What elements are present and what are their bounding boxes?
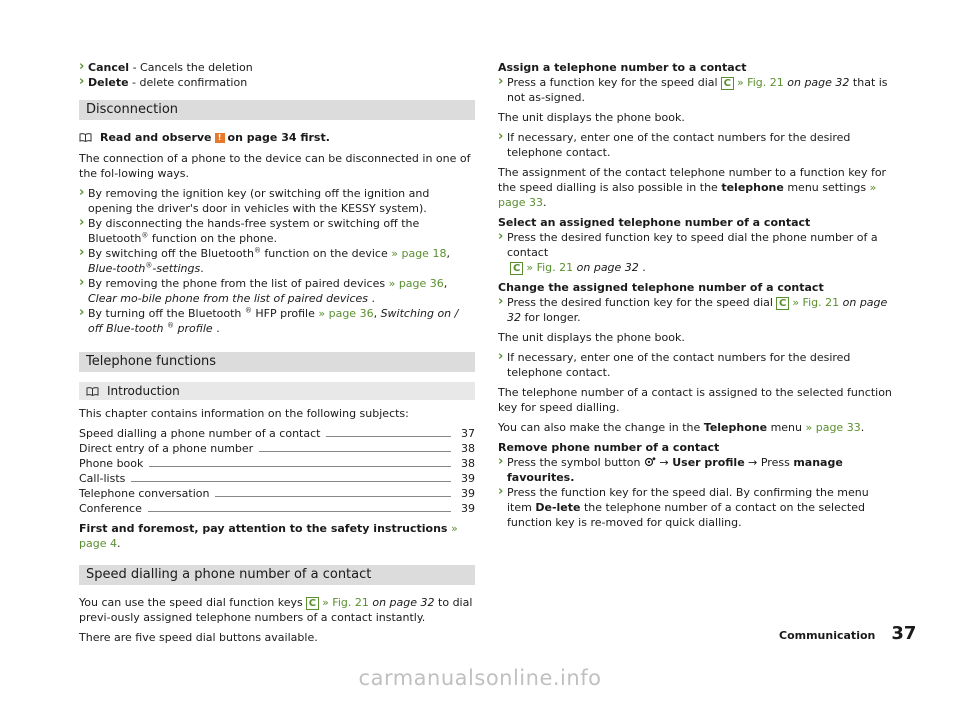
function-key-c: C <box>721 77 734 90</box>
leader-line <box>149 466 451 467</box>
list-item: › Press the function key for the speed dial. By confirming the menu item De-lete the telephone number of a contact on the selected function key is re-moved for quick dialling. <box>498 485 895 530</box>
right-column <box>498 60 895 530</box>
registered-mark: ® <box>167 321 175 330</box>
paragraph: This chapter contains information on the following subjects: <box>79 407 409 420</box>
paragraph: There are five speed dial buttons available. <box>79 631 318 644</box>
toc-entry[interactable]: Phone book 38 <box>79 457 475 470</box>
function-key-c: C <box>776 297 789 310</box>
paragraph: The assignment of the contact telephone number to a function key for the speed dialling is also possible in the telephone menu settings » page 33. <box>498 166 887 209</box>
footer-section-title: Communication <box>779 629 876 642</box>
page-footer <box>779 623 917 644</box>
registered-mark: ® <box>145 261 153 270</box>
list-item: › Cancel - Cancels the deletion <box>79 60 475 75</box>
function-key-c: C <box>306 597 319 610</box>
figure-link[interactable]: » Fig. 21 <box>526 261 574 274</box>
subheading-remove: Remove phone number of a contact <box>498 441 720 454</box>
paragraph: The connection of a phone to the device can be disconnected in one of the fol-lowing ways. <box>79 152 471 180</box>
toc-entry[interactable]: Telephone conversation 39 <box>79 487 475 500</box>
list-item: › Press the symbol button → User profile → Press manage favourites. <box>498 455 895 485</box>
leader-line <box>148 511 451 512</box>
page-link[interactable]: » page 33 <box>805 421 861 434</box>
subheading-change: Change the assigned telephone number of a contact <box>498 281 824 294</box>
registered-mark: ® <box>253 246 261 255</box>
toc-entry[interactable]: Direct entry of a phone number 38 <box>79 442 475 455</box>
figure-link[interactable]: » Fig. 21 <box>792 296 840 309</box>
list-item: › Press a function key for the speed dial C » Fig. 21 on page 32 that is not as-signed. <box>498 75 895 105</box>
paragraph: The unit displays the phone book. <box>498 111 685 124</box>
paragraph: The telephone number of a contact is assigned to the selected function key for speed dialling. <box>498 386 892 414</box>
figure-link[interactable]: » Fig. 21 <box>736 76 784 89</box>
page-link[interactable]: » page 36 <box>388 277 444 290</box>
warning-icon: ! <box>215 133 225 143</box>
paragraph: You can use the speed dial function keys C » Fig. 21 on page 32 to dial previ-ously assigned telephone numbers of a contact instantly. <box>79 596 473 624</box>
list-item: › By switching off the Bluetooth® function on the device » page 18, Blue-tooth®-settings. <box>79 246 475 276</box>
subheading-assign: Assign a telephone number to a contact <box>498 61 747 74</box>
book-icon <box>79 133 92 142</box>
paragraph: You can also make the change in the Telephone menu » page 33. <box>498 421 865 434</box>
read-note: Read and observe ! on page 34 first. <box>79 130 475 145</box>
page-link[interactable]: » page 4 <box>79 522 458 550</box>
subsection-heading-introduction: Introduction <box>79 382 475 400</box>
list-item: › Press the desired function key for the speed dial C » Fig. 21 on page 32 for longer. <box>498 295 895 325</box>
page-link[interactable]: » page 36 <box>318 307 374 320</box>
list-item: › By removing the phone from the list of paired devices » page 36, Clear mo-bile phone from the list of paired devices . <box>79 276 475 306</box>
leader-line <box>326 436 451 437</box>
paragraph: The unit displays the phone book. <box>498 331 685 344</box>
leader-line <box>259 451 451 452</box>
table-of-contents <box>79 426 475 516</box>
registered-mark: ® <box>141 231 149 240</box>
list-item: › Delete - delete confirmation <box>79 75 475 90</box>
page-link[interactable]: » page 18 <box>391 247 447 260</box>
safety-note: First and foremost, pay attention to the safety instructions » page 4. <box>79 522 458 550</box>
list-item: › If necessary, enter one of the contact numbers for the desired telephone contact. <box>498 350 895 380</box>
registered-mark: ® <box>244 306 252 315</box>
section-heading-telephone-functions: Telephone functions <box>79 352 475 372</box>
function-key-c: C <box>510 262 523 275</box>
page-link[interactable]: » page 33 <box>498 181 877 209</box>
page-number: 37 <box>891 623 917 644</box>
list-item: › Press the desired function key to speed dial the phone number of a contact C » Fig. 21 on page 32 . <box>498 230 895 275</box>
book-icon <box>86 387 99 396</box>
list-item: › By disconnecting the hands-free system or switching off the Bluetooth® function on the phone. <box>79 216 475 246</box>
figure-link[interactable]: » Fig. 21 <box>322 596 369 609</box>
list-item: › By turning off the Bluetooth ® HFP profile » page 36, Switching on / off Blue-tooth ® profile . <box>79 306 475 336</box>
leader-line <box>215 496 451 497</box>
toc-entry[interactable]: Conference 39 <box>79 502 475 515</box>
toc-entry[interactable]: Call-lists 39 <box>79 472 475 485</box>
section-heading-speed-dialling: Speed dialling a phone number of a contact <box>79 565 475 585</box>
list-item: › By removing the ignition key (or switching off the ignition and opening the driver's door in vehicles with the KESSY system). <box>79 186 475 216</box>
subheading-select: Select an assigned telephone number of a contact <box>498 216 811 229</box>
left-column <box>79 60 475 650</box>
user-profile-symbol-icon <box>644 457 656 467</box>
section-heading-disconnection: Disconnection <box>79 100 475 120</box>
list-item: › If necessary, enter one of the contact numbers for the desired telephone contact. <box>498 130 895 160</box>
leader-line <box>131 481 451 482</box>
watermark: carmanualsonline.info <box>358 666 602 690</box>
toc-entry[interactable]: Speed dialling a phone number of a contact 37 <box>79 427 475 440</box>
